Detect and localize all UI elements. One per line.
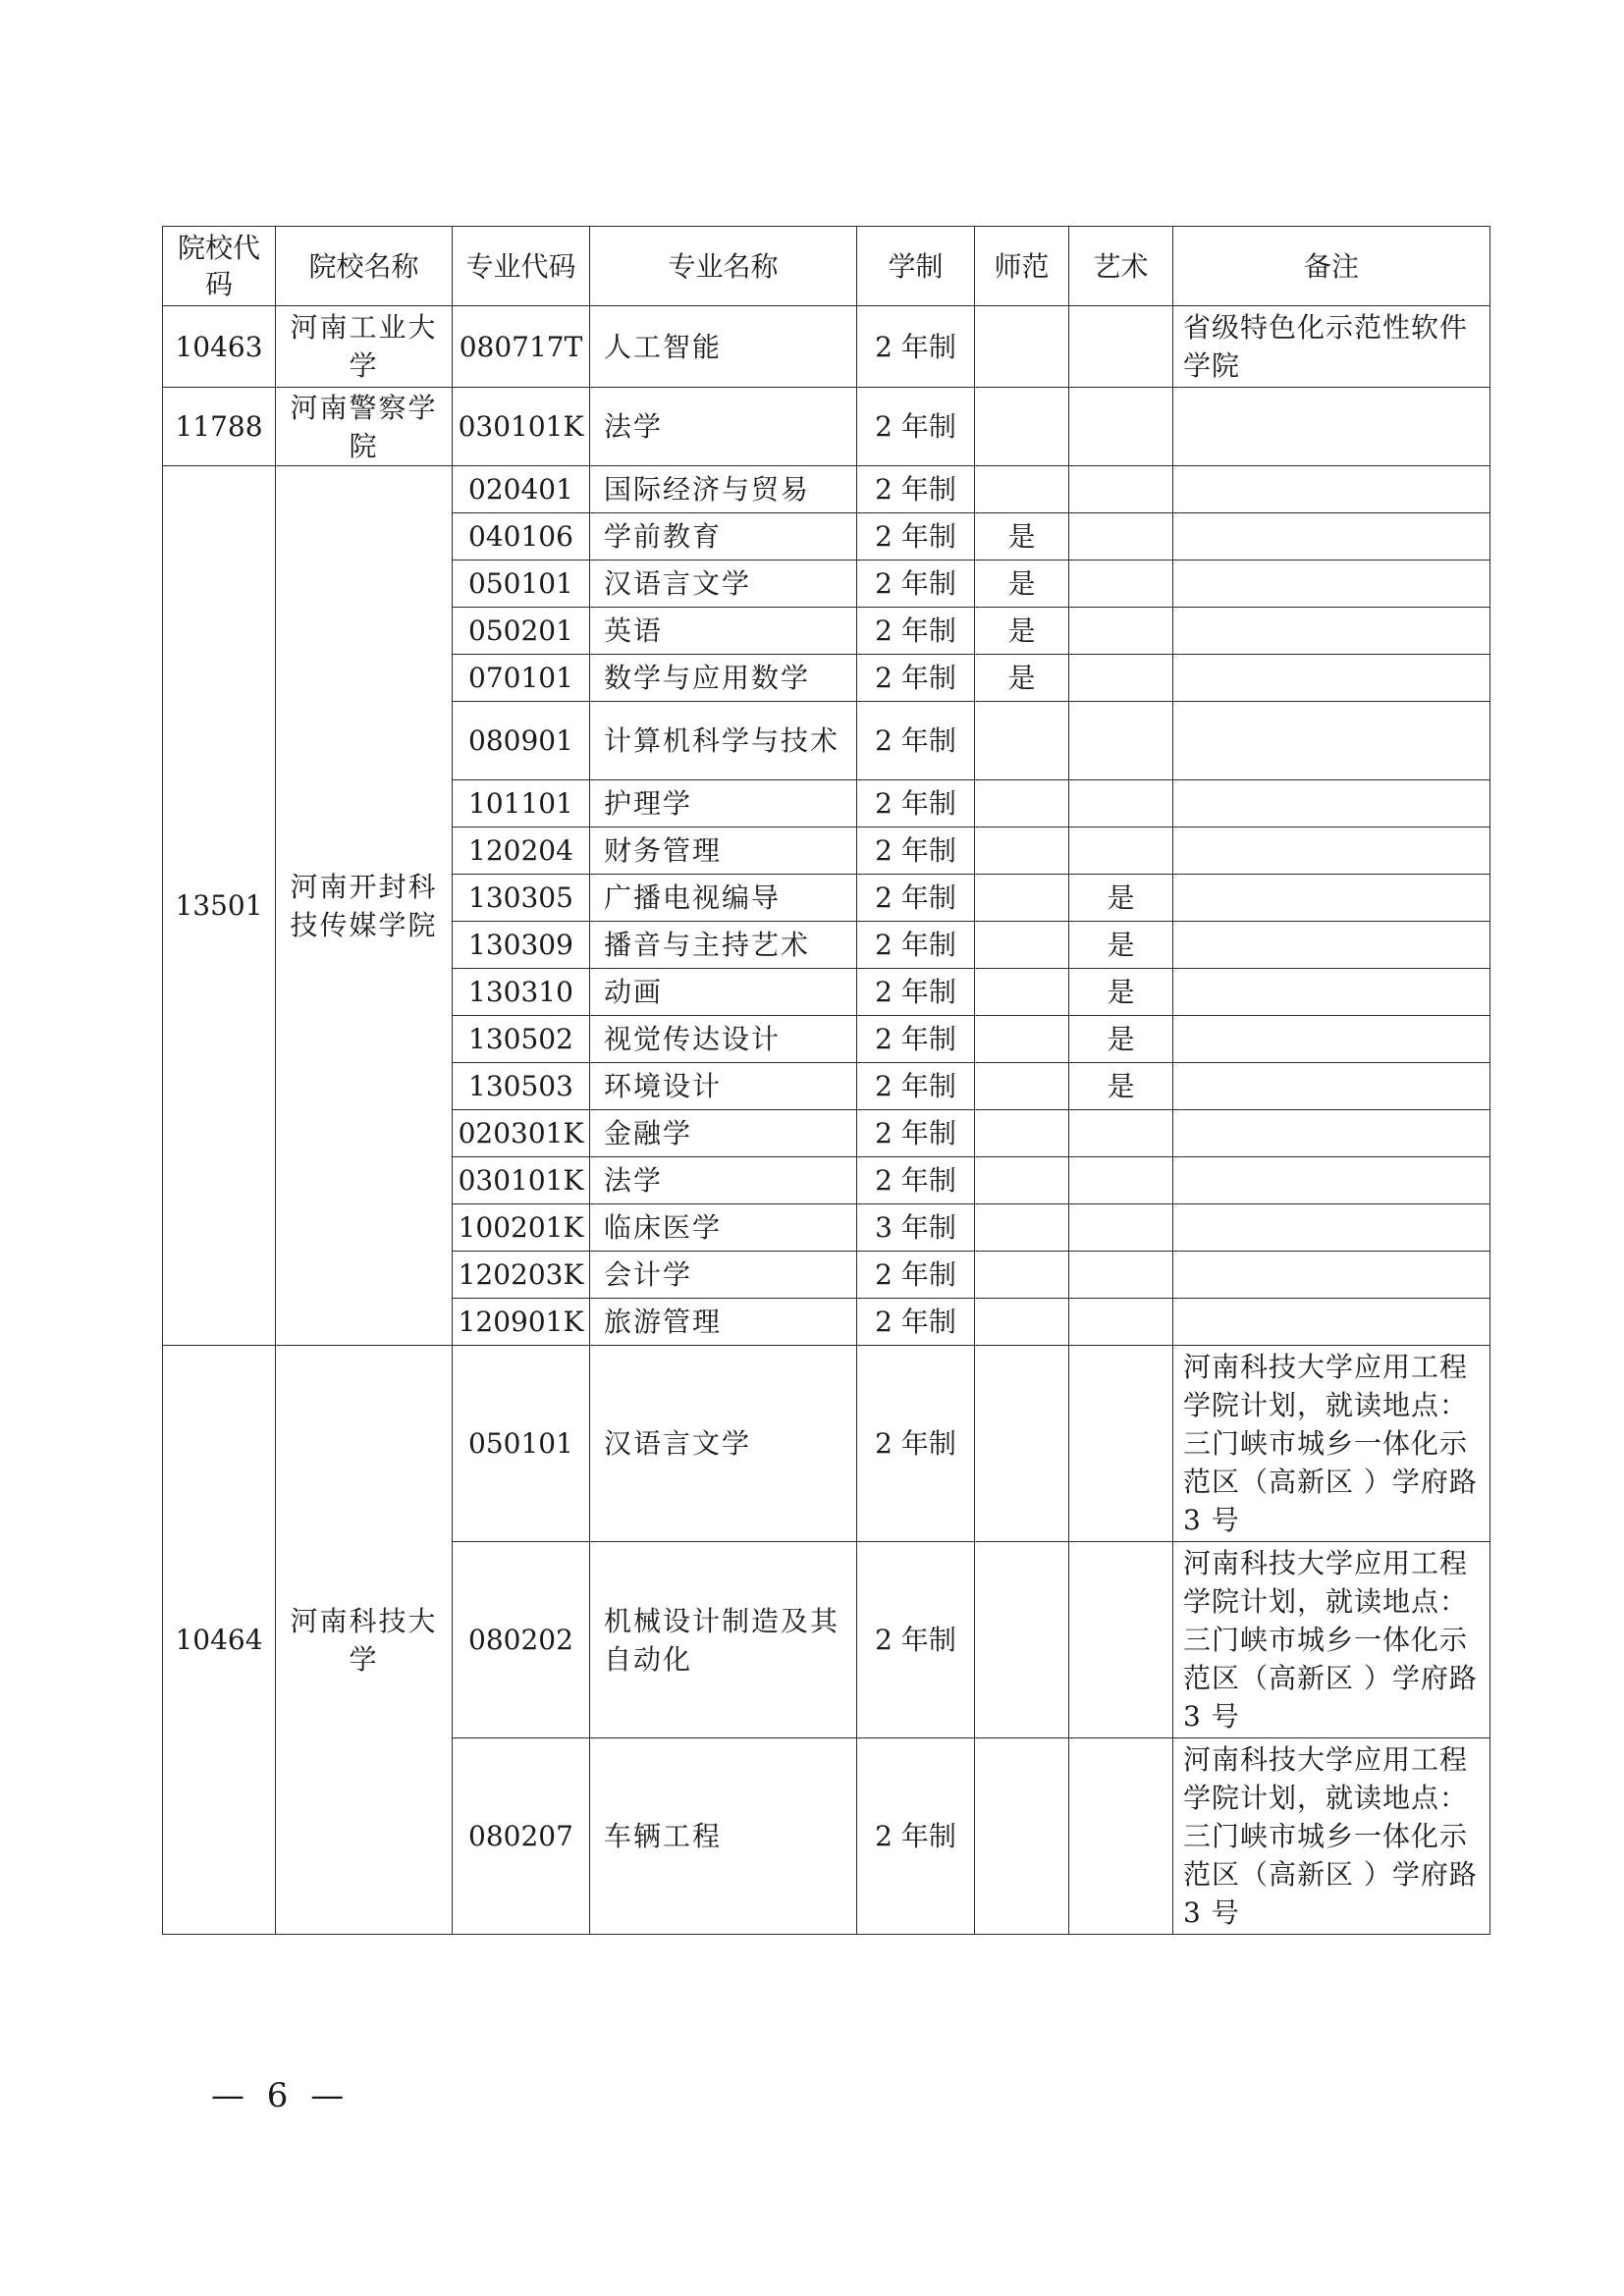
major-name-cell: 数学与应用数学: [590, 655, 857, 702]
art-cell: [1069, 608, 1173, 655]
header-school-code: 院校代码: [163, 227, 276, 306]
art-cell: 是: [1069, 922, 1173, 969]
major-name-cell: 会计学: [590, 1252, 857, 1299]
art-cell: [1069, 306, 1173, 388]
major-name-cell: 汉语言文学: [590, 1346, 857, 1542]
major-name-cell: 护理学: [590, 780, 857, 828]
normal-cell: [975, 1110, 1069, 1157]
major-name-cell: 计算机科学与技术: [590, 702, 857, 780]
major-name-cell: 法学: [590, 1157, 857, 1204]
normal-cell: [975, 1738, 1069, 1935]
major-name-cell: 动画: [590, 969, 857, 1016]
normal-cell: [975, 1346, 1069, 1542]
major-code-cell: 030101K: [453, 388, 590, 466]
normal-cell: [975, 922, 1069, 969]
remark-cell: [1173, 1110, 1490, 1157]
normal-cell: 是: [975, 513, 1069, 561]
duration-cell: 2 年制: [857, 702, 975, 780]
duration-cell: 2 年制: [857, 388, 975, 466]
duration-cell: 2 年制: [857, 655, 975, 702]
art-cell: [1069, 1157, 1173, 1204]
art-cell: [1069, 655, 1173, 702]
remark-cell: [1173, 608, 1490, 655]
remark-cell: 河南科技大学应用工程学院计划，就读地点：三门峡市城乡一体化示范区（高新区 ）学府路 3 号: [1173, 1542, 1490, 1738]
major-code-cell: 130309: [453, 922, 590, 969]
normal-cell: [975, 466, 1069, 513]
normal-cell: 是: [975, 561, 1069, 608]
remark-cell: [1173, 561, 1490, 608]
table-row: [163, 306, 1490, 388]
normal-cell: 是: [975, 655, 1069, 702]
school-code-cell: 10464: [163, 1346, 276, 1935]
remark-cell: [1173, 1016, 1490, 1063]
major-name-cell: 学前教育: [590, 513, 857, 561]
art-cell: 是: [1069, 1063, 1173, 1110]
header-duration: 学制: [857, 227, 975, 306]
major-name-cell: 播音与主持艺术: [590, 922, 857, 969]
duration-cell: 2 年制: [857, 608, 975, 655]
normal-cell: [975, 1542, 1069, 1738]
major-code-cell: 080717T: [453, 306, 590, 388]
normal-cell: [975, 1157, 1069, 1204]
table-body: [163, 306, 1490, 1935]
duration-cell: 2 年制: [857, 1063, 975, 1110]
remark-cell: 河南科技大学应用工程学院计划，就读地点：三门峡市城乡一体化示范区（高新区 ）学府路 3 号: [1173, 1738, 1490, 1935]
major-code-cell: 130305: [453, 875, 590, 922]
art-cell: 是: [1069, 875, 1173, 922]
duration-cell: 2 年制: [857, 466, 975, 513]
duration-cell: 2 年制: [857, 1157, 975, 1204]
major-name-cell: 广播电视编导: [590, 875, 857, 922]
art-cell: [1069, 561, 1173, 608]
remark-cell: [1173, 922, 1490, 969]
major-code-cell: 120204: [453, 828, 590, 875]
table-row: [163, 1346, 1490, 1542]
remark-cell: [1173, 969, 1490, 1016]
major-code-cell: 020401: [453, 466, 590, 513]
remark-cell: [1173, 513, 1490, 561]
art-cell: [1069, 1738, 1173, 1935]
normal-cell: [975, 1063, 1069, 1110]
normal-cell: [975, 1016, 1069, 1063]
remark-cell: 省级特色化示范性软件学院: [1173, 306, 1490, 388]
art-cell: [1069, 513, 1173, 561]
art-cell: [1069, 828, 1173, 875]
normal-cell: [975, 306, 1069, 388]
header-art: 艺术: [1069, 227, 1173, 306]
major-name-cell: 法学: [590, 388, 857, 466]
major-code-cell: 080207: [453, 1738, 590, 1935]
major-code-cell: 130502: [453, 1016, 590, 1063]
major-name-cell: 环境设计: [590, 1063, 857, 1110]
major-name-cell: 临床医学: [590, 1204, 857, 1252]
art-cell: [1069, 702, 1173, 780]
major-name-cell: 机械设计制造及其自动化: [590, 1542, 857, 1738]
major-code-cell: 130503: [453, 1063, 590, 1110]
major-code-cell: 080202: [453, 1542, 590, 1738]
major-code-cell: 040106: [453, 513, 590, 561]
page-number: — 6 —: [211, 2076, 351, 2115]
header-school-name: 院校名称: [276, 227, 453, 306]
normal-cell: [975, 875, 1069, 922]
remark-cell: [1173, 1157, 1490, 1204]
school-name-cell: 河南开封科技传媒学院: [276, 466, 453, 1346]
header-major-code: 专业代码: [453, 227, 590, 306]
normal-cell: [975, 1299, 1069, 1346]
school-code-cell: 10463: [163, 306, 276, 388]
duration-cell: 2 年制: [857, 969, 975, 1016]
art-cell: [1069, 1346, 1173, 1542]
school-name-cell: 河南警察学院: [276, 388, 453, 466]
table-header: [163, 227, 1490, 306]
major-name-cell: 英语: [590, 608, 857, 655]
art-cell: [1069, 1252, 1173, 1299]
art-cell: [1069, 388, 1173, 466]
duration-cell: 2 年制: [857, 513, 975, 561]
major-code-cell: 070101: [453, 655, 590, 702]
duration-cell: 2 年制: [857, 1016, 975, 1063]
normal-cell: 是: [975, 608, 1069, 655]
major-name-cell: 汉语言文学: [590, 561, 857, 608]
header-major-name: 专业名称: [590, 227, 857, 306]
header-normal: 师范: [975, 227, 1069, 306]
remark-cell: [1173, 1204, 1490, 1252]
normal-cell: [975, 388, 1069, 466]
school-code-cell: 13501: [163, 466, 276, 1346]
major-code-cell: 020301K: [453, 1110, 590, 1157]
normal-cell: [975, 1204, 1069, 1252]
duration-cell: 2 年制: [857, 828, 975, 875]
major-name-cell: 金融学: [590, 1110, 857, 1157]
duration-cell: 2 年制: [857, 1110, 975, 1157]
major-code-cell: 050201: [453, 608, 590, 655]
duration-cell: 2 年制: [857, 780, 975, 828]
art-cell: [1069, 1542, 1173, 1738]
art-cell: 是: [1069, 969, 1173, 1016]
art-cell: [1069, 1299, 1173, 1346]
duration-cell: 2 年制: [857, 1299, 975, 1346]
normal-cell: [975, 828, 1069, 875]
major-code-cell: 050101: [453, 561, 590, 608]
major-code-cell: 080901: [453, 702, 590, 780]
duration-cell: 2 年制: [857, 1542, 975, 1738]
art-cell: [1069, 1110, 1173, 1157]
remark-cell: [1173, 466, 1490, 513]
duration-cell: 2 年制: [857, 1346, 975, 1542]
school-name-cell: 河南工业大学: [276, 306, 453, 388]
major-name-cell: 国际经济与贸易: [590, 466, 857, 513]
remark-cell: [1173, 1252, 1490, 1299]
admission-plan-table: [162, 226, 1490, 1935]
remark-cell: [1173, 388, 1490, 466]
duration-cell: 2 年制: [857, 875, 975, 922]
duration-cell: 2 年制: [857, 922, 975, 969]
major-code-cell: 100201K: [453, 1204, 590, 1252]
art-cell: [1069, 1204, 1173, 1252]
duration-cell: 3 年制: [857, 1204, 975, 1252]
major-name-cell: 旅游管理: [590, 1299, 857, 1346]
remark-cell: [1173, 875, 1490, 922]
remark-cell: [1173, 828, 1490, 875]
remark-cell: 河南科技大学应用工程学院计划，就读地点：三门峡市城乡一体化示范区（高新区 ）学府路 3 号: [1173, 1346, 1490, 1542]
major-code-cell: 120901K: [453, 1299, 590, 1346]
school-name-cell: 河南科技大学: [276, 1346, 453, 1935]
major-code-cell: 050101: [453, 1346, 590, 1542]
duration-cell: 2 年制: [857, 306, 975, 388]
duration-cell: 2 年制: [857, 1738, 975, 1935]
remark-cell: [1173, 1063, 1490, 1110]
major-code-cell: 120203K: [453, 1252, 590, 1299]
normal-cell: [975, 969, 1069, 1016]
art-cell: 是: [1069, 1016, 1173, 1063]
duration-cell: 2 年制: [857, 561, 975, 608]
remark-cell: [1173, 702, 1490, 780]
duration-cell: 2 年制: [857, 1252, 975, 1299]
major-name-cell: 视觉传达设计: [590, 1016, 857, 1063]
normal-cell: [975, 780, 1069, 828]
remark-cell: [1173, 655, 1490, 702]
major-code-cell: 101101: [453, 780, 590, 828]
remark-cell: [1173, 780, 1490, 828]
normal-cell: [975, 1252, 1069, 1299]
major-name-cell: 车辆工程: [590, 1738, 857, 1935]
header-remark: 备注: [1173, 227, 1490, 306]
art-cell: [1069, 780, 1173, 828]
major-name-cell: 财务管理: [590, 828, 857, 875]
school-code-cell: 11788: [163, 388, 276, 466]
table-row: [163, 466, 1490, 513]
major-code-cell: 130310: [453, 969, 590, 1016]
major-name-cell: 人工智能: [590, 306, 857, 388]
art-cell: [1069, 466, 1173, 513]
normal-cell: [975, 702, 1069, 780]
remark-cell: [1173, 1299, 1490, 1346]
major-code-cell: 030101K: [453, 1157, 590, 1204]
table-row: [163, 388, 1490, 466]
